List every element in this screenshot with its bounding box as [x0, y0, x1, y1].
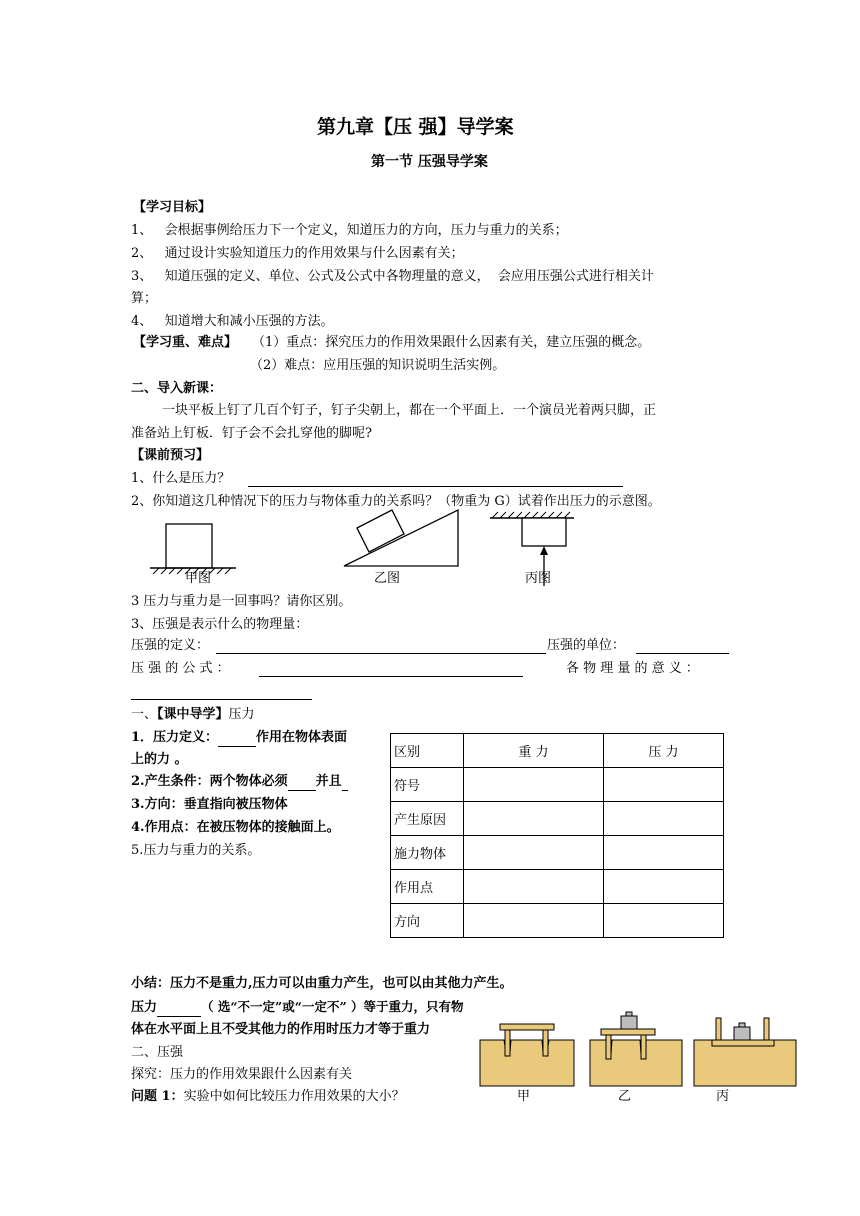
- guide-text: 2.产生条件：两个物体必须: [131, 774, 288, 789]
- sponge-yi: [590, 1040, 682, 1086]
- preview-q3: 3 压力与重力是一回事吗？请你区别。: [131, 594, 352, 609]
- formula-label: 压 强 的 公 式 ：: [131, 661, 230, 676]
- table-top-jia: [500, 1024, 554, 1030]
- table-header: 区别: [391, 734, 464, 768]
- ceiling-hatch: [492, 512, 570, 518]
- sponge-label-yi: 乙: [618, 1089, 632, 1104]
- guide-line-4: 4.作用点：在被压物体的接触面上。: [131, 820, 340, 835]
- pressure-question-1: [131, 1088, 405, 1106]
- fig-label-yi: 乙图: [374, 571, 401, 586]
- guide-text: 作用在物体表面: [256, 730, 348, 745]
- table-cell[interactable]: [464, 904, 604, 938]
- table-header: 压 力: [604, 734, 724, 768]
- page-title: 第九章【压 强】导学案: [317, 116, 514, 138]
- box-on-ground: [166, 524, 212, 568]
- sponge-experiment: [478, 1010, 800, 1088]
- objective-item: 3、 知道压强的定义、单位、公式及公式中各物理量的意义， 会应用压强公式进行相关计: [131, 269, 654, 284]
- table-row: [391, 870, 724, 904]
- question-text: 实验中如何比较压力作用效果的大小？: [183, 1089, 405, 1104]
- keypoint-2: （2）难点：应用压强的知识说明生活实例。: [250, 358, 506, 373]
- incline: [344, 510, 458, 566]
- guide-heading-bold: 【课中导学】: [157, 707, 229, 722]
- pressure-explore: 探究：压力的作用效果跟什么因素有关: [131, 1067, 353, 1082]
- table-top-yi: [601, 1029, 655, 1035]
- definition-label: 压强的定义：: [131, 638, 210, 653]
- table-header: 重 力: [464, 734, 604, 768]
- objective-item: 2、 通过设计实验知道压力的作用效果与什么因素有关；: [131, 246, 464, 261]
- fig-label-bing: 丙图: [525, 571, 552, 586]
- table-cell[interactable]: [604, 836, 724, 870]
- summary-text: （ 选“不一定”或“一定不” ）等于重力，只有物: [201, 999, 464, 1014]
- guide-blank[interactable]: [342, 776, 348, 791]
- row-label: 作用点: [391, 870, 464, 904]
- table-row: [391, 904, 724, 938]
- question-label: 问题 1：: [131, 1089, 184, 1104]
- weight-icon: [621, 1016, 637, 1029]
- weight-knob: [739, 1023, 745, 1027]
- preview-q4: 3、压强是表示什么的物理量：: [131, 617, 309, 632]
- row-label: 施力物体: [391, 836, 464, 870]
- intro-heading: 二、导入新课：: [131, 381, 223, 396]
- sponge-label-bing: 丙: [716, 1089, 730, 1104]
- objective-item: 4、 知道增大和减小压强的方法。: [131, 314, 334, 329]
- sponge-label-jia: 甲: [517, 1089, 531, 1104]
- table-cell[interactable]: [464, 836, 604, 870]
- table-header-row: [391, 734, 724, 768]
- weight-icon: [734, 1027, 750, 1040]
- preview-q1: 1、什么是压力？: [131, 471, 231, 486]
- box-under-ceiling: [522, 518, 566, 546]
- unit-label: 压强的单位：: [547, 638, 626, 653]
- table-top-bing: [712, 1040, 774, 1046]
- table-leg: [641, 1035, 646, 1059]
- guide-line-3: 3.方向：垂直指向被压物体: [131, 797, 288, 812]
- meaning-label: 各 物 理 量 的 意 义 ：: [566, 661, 699, 676]
- guide-text: 1．压力定义：: [131, 730, 219, 745]
- objective-item: 1、 会根据事例给压力下一个定义，知道压力的方向，压力与重力的关系；: [131, 223, 568, 238]
- formula-blank[interactable]: [259, 660, 523, 677]
- guide-heading-prefix: 一、: [131, 707, 158, 722]
- guide-blank[interactable]: [288, 776, 316, 791]
- section-subtitle: 第一节 压强导学案: [371, 154, 488, 170]
- row-label: 产生原因: [391, 802, 464, 836]
- objective-item: 算；: [131, 291, 158, 306]
- summary-blank[interactable]: [157, 1002, 201, 1017]
- guide-line-1: [131, 729, 347, 747]
- guide-text: 并且: [315, 774, 342, 789]
- row-label: 符号: [391, 768, 464, 802]
- push-arrowhead: [540, 546, 548, 555]
- answer-line[interactable]: [248, 470, 623, 487]
- table-leg: [543, 1030, 548, 1056]
- table-cell[interactable]: [464, 768, 604, 802]
- table-leg: [716, 1018, 721, 1040]
- table-leg: [606, 1035, 611, 1059]
- unit-blank[interactable]: [636, 637, 729, 654]
- comparison-table: [390, 733, 724, 938]
- summary-line-2: [131, 998, 463, 1017]
- intro-line: 一块平板上钉了几百个钉子，钉子尖朝上，都在一个平面上．一个演员光着两只脚，正: [162, 403, 657, 418]
- weight-knob: [626, 1012, 632, 1016]
- table-row: [391, 836, 724, 870]
- table-cell[interactable]: [604, 802, 724, 836]
- guide-line-2: [131, 773, 348, 791]
- table-cell[interactable]: [464, 802, 604, 836]
- table-cell[interactable]: [464, 870, 604, 904]
- summary-line-1: 小结：压力不是重力,压力可以由重力产生，也可以由其他力产生。: [131, 976, 513, 991]
- summary-text: 压力: [131, 1000, 158, 1015]
- preview-q2: 2、你知道这几种情况下的压力与物体重力的关系吗？（物重为 G）试着作出压力的示意图。: [131, 494, 661, 509]
- keypoints-heading: 【学习重、难点】: [133, 335, 238, 350]
- table-cell[interactable]: [604, 904, 724, 938]
- fig-label-jia: 甲图: [185, 571, 212, 586]
- pressure-heading: 二、压强: [131, 1045, 184, 1060]
- keypoint-1: （1）重点：探究压力的作用效果跟什么因素有关，建立压强的概念。: [252, 335, 651, 350]
- guide-blank[interactable]: [218, 732, 256, 747]
- table-leg: [764, 1018, 769, 1040]
- guide-heading: [131, 706, 255, 724]
- guide-line-5: 5.压力与重力的关系。: [131, 843, 261, 858]
- table-row: [391, 768, 724, 802]
- meaning-blank[interactable]: [131, 683, 312, 700]
- table-leg: [505, 1030, 510, 1056]
- preview-heading: 【课前预习】: [131, 448, 210, 463]
- table-cell[interactable]: [604, 870, 724, 904]
- table-cell[interactable]: [604, 768, 724, 802]
- sponge-jia: [480, 1040, 574, 1086]
- table-row: [391, 802, 724, 836]
- guide-heading-suffix: 压力: [228, 707, 255, 722]
- guide-line-1b: 上的力 。: [131, 752, 188, 767]
- objectives-heading: 【学习目标】: [133, 200, 212, 215]
- sponge-bing: [694, 1040, 796, 1086]
- intro-line: 准备站上钉板．钉子会不会扎穿他的脚呢?: [131, 426, 372, 441]
- definition-blank[interactable]: [216, 637, 546, 654]
- summary-line-3: 体在水平面上且不受其他力的作用时压力才等于重力: [131, 1022, 431, 1037]
- row-label: 方向: [391, 904, 464, 938]
